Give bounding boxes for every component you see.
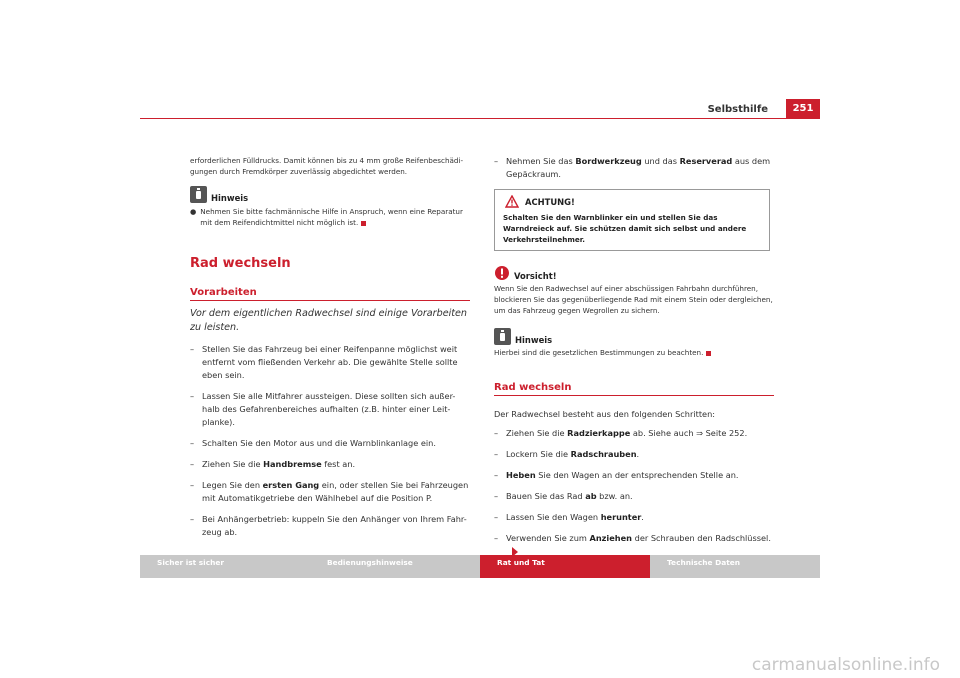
bullet-icon: ● <box>190 207 197 216</box>
watermark: carmanualsonline.info <box>751 655 940 675</box>
list-item: – Bei Anhängerbetrieb: kuppeln Sie den Anhänger von Ihrem Fahr-zeug ab. <box>190 514 467 537</box>
list-item: – Heben Sie den Wagen an der entsprechenden Stelle an. <box>494 470 739 480</box>
intro-text: Vor dem eigentlichen Radwechsel sind einige Vorarbeiten zu leisten. <box>190 308 468 333</box>
right-column <box>494 155 774 566</box>
achtung-title: ACHTUNG! <box>525 196 575 207</box>
left-column <box>190 155 470 547</box>
list-item: – Lockern Sie die Radschrauben. <box>494 449 640 459</box>
hinweis-text-right: Hierbei sind die gesetzlichen Bestimmungen zu beachten. <box>494 348 704 357</box>
list-item: – Schalten Sie den Motor aus und die Warnblinkanlage ein. <box>190 438 436 448</box>
section-title: Rad wechseln <box>190 256 291 271</box>
section-rule-right <box>494 395 774 396</box>
list-item: – Lassen Sie alle Mitfahrer aussteigen. Diese sollten sich außer-halb des Gefahrenbereiches aufhalten (z.B. hinter einer Leit-planke). <box>190 391 456 427</box>
list-item: – Ziehen Sie die Handbremse fest an. <box>190 459 356 469</box>
warning-triangle-icon <box>505 195 519 208</box>
list-item: – Legen Sie den ersten Gang ein, oder stellen Sie bei Fahrzeugen mit Automatikgetriebe den Wählhebel auf die Position P. <box>190 480 469 503</box>
hinweis-title-right: Hinweis <box>515 335 553 345</box>
wheel-change-steps <box>494 427 774 558</box>
vorsicht-text: Wenn Sie den Radwechsel auf einer abschüssigen Fahrbahn durchführen, blockieren Sie das gegenüberliegende Rad mit einem Stein oder dergleichen, um das Fahrzeug gegen Wegrollen zu sichern. <box>494 284 773 315</box>
list-item: – Stellen Sie das Fahrzeug bei einer Reifenpanne möglichst weit entfernt vom fließenden Verkehr ab. Die gewählte Stelle sollte eben sein. <box>190 344 458 380</box>
subsection-rule <box>190 300 470 301</box>
list-item: – Lassen Sie den Wagen herunter. <box>494 512 644 522</box>
footer-nav <box>140 555 820 578</box>
achtung-box <box>494 189 770 251</box>
tab-bedienungshinweise[interactable]: Bedienungshinweise <box>310 555 480 578</box>
vorsicht-title: Vorsicht! <box>514 271 557 281</box>
hinweis-heading-right <box>494 328 774 345</box>
wheel-change-intro: Der Radwechsel besteht aus den folgenden Schritten: <box>494 409 716 419</box>
list-item: – Bauen Sie das Rad ab bzw. an. <box>494 491 633 501</box>
section-title-right: Rad wechseln <box>494 382 572 393</box>
hinweis-title: Hinweis <box>211 193 249 203</box>
end-square-icon <box>361 221 366 226</box>
end-square-icon <box>706 351 711 356</box>
header-rule <box>140 118 820 119</box>
hinweis-block-right <box>494 347 774 358</box>
list-item: – Ziehen Sie die Radzierkappe ab. Siehe auch ⇒ Seite 252. <box>494 428 748 438</box>
achtung-text: Schalten Sie den Warnblinker ein und stellen Sie das Warndreieck auf. Sie schützen damit sich selbst und andere Verkehrsteilnehmer. <box>503 213 747 244</box>
achtung-heading <box>495 190 769 210</box>
list-item: – Verwenden Sie zum Anziehen der Schrauben den Radschlüssel. <box>494 532 774 558</box>
tab-rat-und-tat[interactable]: Rat und Tat <box>480 555 650 578</box>
hinweis-icon <box>190 186 207 203</box>
tab-sicher-ist-sicher[interactable]: Sicher ist sicher <box>140 555 310 578</box>
hinweis-heading <box>190 186 470 203</box>
hinweis-text: Nehmen Sie bitte fachmännische Hilfe in Anspruch, wenn eine Reparatur mit dem Reifendichtmittel nicht möglich ist. <box>200 207 463 227</box>
vorsicht-heading <box>494 265 774 281</box>
vorsicht-icon <box>494 265 510 281</box>
preparation-steps <box>190 343 470 539</box>
tools-step <box>494 155 774 181</box>
top-paragraph: erforderlichen Fülldrucks. Damit können bis zu 4 mm große Reifenbeschädi-gungen durch Fremdkörper zuverlässig abgedichtet werden. <box>190 156 464 176</box>
page-number: 251 <box>786 99 820 119</box>
subsection-title: Vorarbeiten <box>190 287 257 298</box>
hinweis-block <box>190 206 470 228</box>
header-title: Selbsthilfe <box>707 104 768 115</box>
tab-technische-daten[interactable]: Technische Daten <box>650 555 820 578</box>
list-item: – Nehmen Sie das Bordwerkzeug und das Reserverad aus dem Gepäckraum. <box>494 156 771 179</box>
hinweis-icon <box>494 328 511 345</box>
